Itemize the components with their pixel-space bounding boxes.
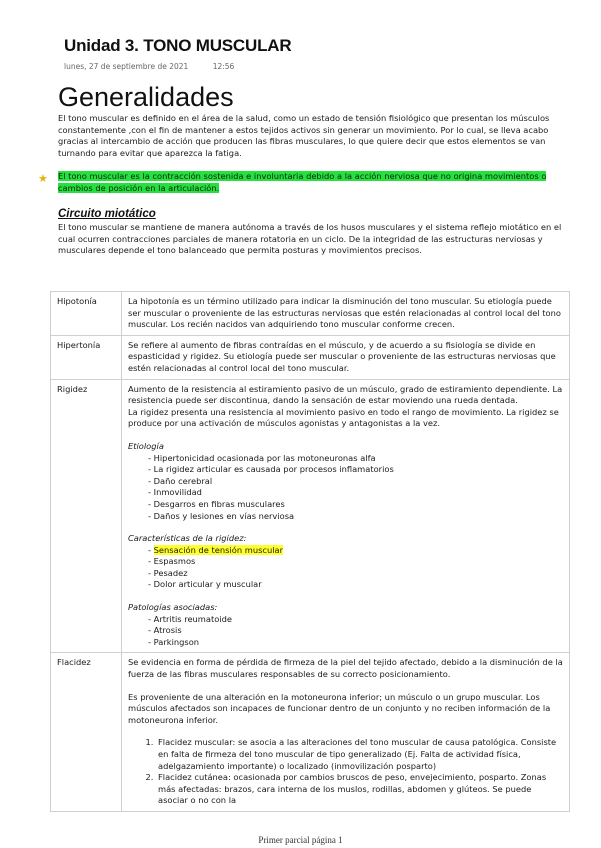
list-item: - La rigidez articular es causada por procesos inflamatorios bbox=[148, 464, 563, 476]
list-item: - Desgarros en fibras musculares bbox=[148, 499, 563, 511]
section-title: Generalidades bbox=[58, 82, 234, 112]
definition-text: Aumento de la resistencia al estiramiento pasivo de un músculo, grado de estiramiento dependiente. La resistencia puede ser discontinua, dando la sensación de estar moviendo una rueda dentada. bbox=[128, 383, 563, 406]
term-cell: Hipertonía bbox=[51, 335, 122, 379]
intro-paragraph: El tono muscular es definido en el área de la salud, como un estado de tensión fisiológico que presentan los músculos constantemente ,con el fin de mantener a estos tejidos activos sin generar un movimiento. Por lo cual, se lleva acabo gracias al intercambio de acción que producen las fibras musculares, lo que quiere decir que estos elementos se van turnando para evitar que aparezca la fatiga. bbox=[58, 113, 550, 158]
star-icon: ★ bbox=[38, 172, 48, 185]
list-item: - Dolor articular y muscular bbox=[148, 579, 563, 591]
etiologia-label: Etiología bbox=[128, 440, 164, 451]
patologias-list bbox=[128, 614, 563, 649]
definition-text: Es proveniente de una alteración en la motoneurona inferior; un músculo o un grupo muscular. Los músculos afectados son incapaces de funcionar dentro de un conjunto y no reciben información de la motoneurona inferior. bbox=[128, 691, 551, 725]
list-item: - Inmovilidad bbox=[148, 487, 563, 499]
table-row bbox=[51, 653, 570, 812]
definition-text: Se evidencia en forma de pérdida de firmeza de la piel del tejido afectado, debido a la disminución de la fuerza de las fibras musculares responsables de su correcto posicionamiento. bbox=[128, 657, 563, 680]
list-item: - Daños y lesiones en vías nerviosa bbox=[148, 511, 563, 523]
list-item: - Pesadez bbox=[148, 568, 563, 580]
caracteristicas-list bbox=[128, 545, 563, 591]
page-title: Unidad 3. TONO MUSCULAR bbox=[64, 36, 292, 55]
definition-text: La rigidez presenta una resistencia al movimiento pasivo en todo el rango de movimiento. La rigidez se produce por una activación de músculos agonistas y antagonistas a la vez. bbox=[128, 406, 559, 429]
list-item: - Atrosis bbox=[148, 625, 563, 637]
page-footer: Primer parcial página 1 bbox=[258, 835, 343, 845]
term-cell: Hipotonía bbox=[51, 292, 122, 336]
highlighted-definition bbox=[58, 171, 564, 194]
list-item: - Espasmos bbox=[148, 556, 563, 568]
definition-text: Se refiere al aumento de fibras contraídas en el músculo, y de acuerdo a su fisiología se divide en espasticidad y rigidez. Su etiología puede ser muscular o proveniente de las estructuras nerviosas que estén relacionadas al control local del tono muscular. bbox=[128, 339, 556, 373]
table-row bbox=[51, 379, 570, 653]
note-time: 12:56 bbox=[212, 62, 235, 71]
definition-cell bbox=[122, 653, 570, 812]
green-highlight-text: El tono muscular es la contracción sostenida e involuntaria debido a la acción nerviosa que no origina movimientos o cambios de posición en la articulación. bbox=[58, 171, 547, 193]
yellow-highlight-text: Sensación de tensión muscular bbox=[153, 544, 284, 555]
terms-table bbox=[50, 291, 570, 812]
list-item: 2. Flacidez cutánea: ocasionada por cambios bruscos de peso, envejecimiento, posparto. Zonas más afectadas: brazos, cara interna de los muslos, rodillas, abdomen y glúteos. Se puede asociar o no con la bbox=[156, 772, 563, 807]
term-cell: Flacidez bbox=[51, 653, 122, 812]
list-item: - Hipertonicidad ocasionada por las motoneuronas alfa bbox=[148, 453, 563, 465]
list-item: 1. Flacidez muscular: se asocia a las alteraciones del tono muscular de causa patológica. Consiste en falta de firmeza del tono muscular de tipo generalizado (Ej. Falta de actividad física, adelgazamiento importante) o localizado (inmovilización posparto) bbox=[156, 737, 563, 772]
term-cell: Rigidez bbox=[51, 379, 122, 653]
definition-cell bbox=[122, 379, 570, 653]
definition-text: La hipotonía es un término utilizado para indicar la disminución del tono muscular. Su etiología puede ser muscular o proveniente de las estructuras nerviosas que estén relacionadas al control local del tono muscular. Los recién nacidos van adquiriendo tono muscular conforme crecen. bbox=[128, 296, 561, 330]
table-row bbox=[51, 335, 570, 379]
note-metadata bbox=[64, 62, 234, 71]
note-date: lunes, 27 de septiembre de 2021 bbox=[64, 62, 189, 71]
circuit-heading: Circuito miotático bbox=[58, 208, 156, 220]
patologias-label: Patologías asociadas: bbox=[128, 602, 218, 613]
list-item: - Artritis reumatoide bbox=[148, 614, 563, 626]
flacidez-list bbox=[128, 737, 563, 807]
definition-cell bbox=[122, 292, 570, 336]
etiologia-list bbox=[128, 453, 563, 523]
list-item: - Daño cerebral bbox=[148, 476, 563, 488]
table-row bbox=[51, 292, 570, 336]
circuit-paragraph: El tono muscular se mantiene de manera autónoma a través de los husos musculares y el sistema reflejo miotático en el cual ocurren contracciones parciales de manera rotatoria en un ciclo. De la integridad de las estructuras nerviosas y musculares depende el tono balanceado que permita posturas y movimientos precisos. bbox=[58, 222, 562, 256]
list-item: - Parkingson bbox=[148, 637, 563, 649]
caracteristicas-label: Características de la rigidez: bbox=[128, 533, 247, 544]
definition-cell bbox=[122, 335, 570, 379]
list-item bbox=[148, 545, 563, 557]
